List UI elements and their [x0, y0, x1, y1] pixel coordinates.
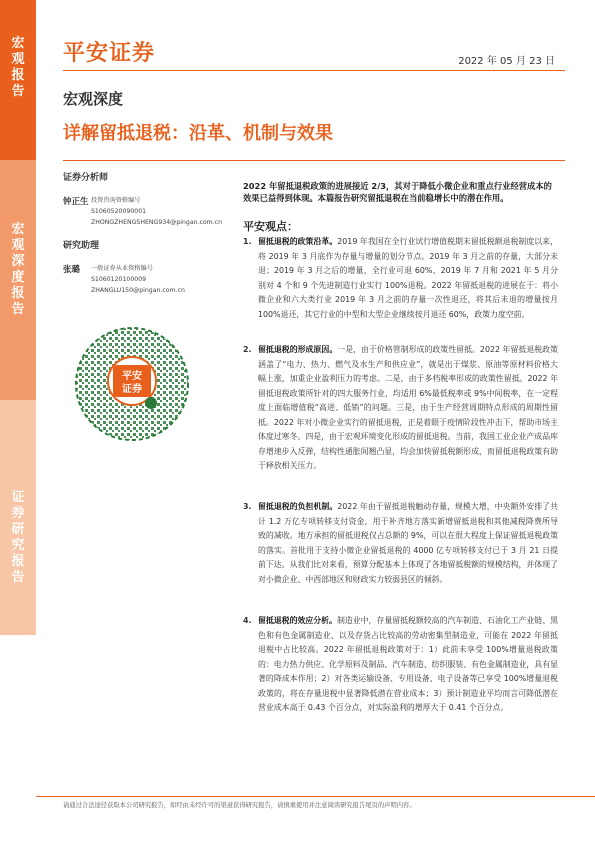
analyst-section-title: 证券分析师	[63, 173, 109, 183]
point-body: 一是，由于价格管制形成的政策性留抵。2022 年留抵退税政策涵盖了“电力、热力、燃气及水生产和供应业”，就是出于煤浆、原油等原材料价格大幅上涨，加重企业盈利压力的考虑。二是，由于多档税率形成的政策性留抵。2022 年留抵退税政策所针对的四大服务行业，均适用 6%最低税率或 9%中间税率，在一定程度上面临增值税“高进、低销”的问题。三是，由于生产经营周期特点形成的周期性留抵。2022 年对小微企业实行的留抵退税，正是着眼于疫情阶段性冲击下，帮助市场主体度过寒冬。四是，由于宏观环境变化形成的留抵退税。当前，我国工业企业产成品库存增速步入反弹，结构性通胀间翘凸显，均会加快留抵税额形成，而留抵退税政策有助于释放相关压力。	[258, 345, 558, 470]
header-divider	[63, 70, 565, 71]
assistant-section-title: 研究助理	[63, 241, 100, 251]
report-category: 宏观深度	[63, 90, 124, 108]
analyst-panel	[63, 170, 223, 298]
qr-logo-text: 平安	[122, 371, 142, 382]
footer-disclaimer: 请通过合法途径获取本公司研究报告，如经由未经许可的渠道获得研究报告，请慎重使用并注意阅读研究报告尾页的声明内容。	[63, 802, 416, 809]
point-2	[243, 343, 558, 474]
assistant-info	[91, 263, 185, 296]
point-3	[243, 500, 558, 587]
point-body: 2019 年我国在全行业试行增值税期末留抵税额退税制度以来，将 2019 年 3 月底作为存量与增量的划分节点。2019 年 3 月之前的存量，大部分未退；2019 年 3 月之后的增量，全行业可退 60%、2019 年 7 月和 2021 年 5 月分别对 4 个和 9 个先进制造行业实行 100%退税。2022 年留抵退税的进展在于：将小微企业和六大类行业 2019 年 3 月之前的存量一次性退还，将其后未退的增量按月 100%退还，其它行业的中型和大型企业继续按月退还 60%，政策力度空前。	[258, 237, 558, 319]
company-logo: 平安证券	[63, 41, 156, 66]
point-number: 3.	[243, 502, 252, 511]
report-title: 详解留抵退税：沿革、机制与效果	[63, 123, 333, 144]
assistant-cert-label: 一般证券从业资格编号	[91, 265, 153, 272]
point-number: 1.	[243, 237, 252, 246]
assistant-entry	[63, 263, 223, 296]
qr-logo-text-2: 证券	[122, 384, 142, 395]
sidebar-top-label: 宏 观 报 告	[11, 36, 25, 99]
sidebar-bottom-label: 证 券 研 究 报 告	[11, 490, 25, 585]
footer-divider	[36, 796, 595, 797]
summary-lead: 2022 年留抵退税政策的进展接近 2/3，其对于降低小微企业和重点行业经营成本的效果已益得到体现。本篇报告研究留抵退税在当前稳增长中的潜在作用。	[243, 181, 552, 203]
point-number: 2.	[243, 345, 252, 354]
point-4	[243, 614, 558, 716]
report-date: 2022 年 05 月 23 日	[458, 56, 555, 67]
analyst-name: 钟正生	[63, 197, 89, 207]
analyst-cert-label: 投资咨询资格编号	[91, 197, 141, 204]
point-number: 4.	[243, 616, 252, 625]
point-body: 2022 年由于留抵退税触动存量，规模大增，中央额外安排了共计 1.2 万亿专项转移支付资金，用于补齐地方落实新增留抵退税和其他减税降费所导致的减收。地方承担的留抵退税仅占总额的 9%，可以在很大程度上保证留抵退税政策的落实。首批用于支持小微企业留抵退税的 4000 亿专项转移支付已于 3 月 21 日提前下达。从我们比对来看，预算分配基本上体现了各地留抵税额的规模结构，并体现了对小微企业、中西部地区和财政实力较弱县区的倾斜。	[258, 502, 558, 584]
title-divider	[63, 160, 565, 161]
sidebar-mid-label: 宏 观 深 度 报 告	[11, 222, 25, 317]
point-heading: 留抵退税的负担机制。	[258, 502, 338, 511]
point-body: 制造业中，存量留抵税额较高的汽车制造、石油化工产业链、黑色和有色金属制造业、以及存货占比较高的劳动密集型制造业，可能在 2022 年留抵退税中占比较高。2022 年留抵退税政策对于：1）此前未享受 100%增量退税政策的：电力热力供应、化学原料及制品、汽车制造、纺织服装、有色金属制造业，具有显著的降成本作用；2）对各类运输设备、专用设备、电子设备等已享受 100%增量退税政策的，将在存量退税中显著降低潜在营业成本；3）预计制造业平均而言可降低潜在营业成本高于 0.43 个百分点，对实际盈利的增厚大于 0.41 个百分点。	[258, 616, 558, 712]
assistant-email[interactable]: ZHANGLU150@pingan.com.cn	[91, 287, 185, 294]
analyst-email[interactable]: ZHONGZHENGSHENG934@pingan.com.cn	[91, 219, 223, 226]
assistant-name: 张璐	[63, 265, 81, 275]
points-heading: 平安观点：	[243, 220, 298, 233]
wechat-icon	[145, 397, 157, 409]
assistant-cert-number: S1060120100009	[91, 276, 147, 283]
point-heading: 留抵退税的形成原因。	[258, 345, 338, 354]
analyst-cert-number: S1060520090001	[91, 208, 147, 215]
point-heading: 留抵退税的政策沿革。	[258, 237, 338, 246]
point-1	[243, 235, 558, 322]
point-heading: 留抵退税的效应分析。	[258, 616, 337, 625]
qr-code[interactable]	[73, 325, 191, 443]
analyst-info	[91, 195, 222, 228]
analyst-entry	[63, 195, 223, 228]
